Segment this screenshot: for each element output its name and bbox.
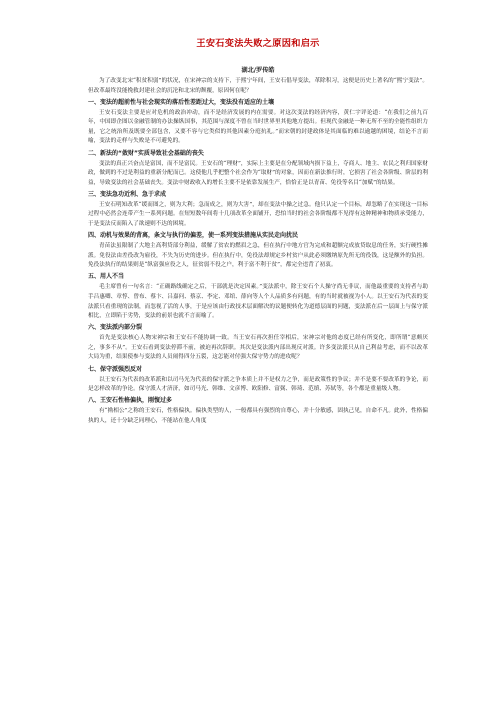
section-paragraph: 毛主席曾有一句名言：“正确路线确定之后，干部就是决定因素。”变法派中，除王安石个人操守尚无非议，而他最重要的支持者与助手吕惠卿、章惇、曾布、蔡卞、吕嘉问、蔡京、李定、邓绾、薛向等人个人品质多有问题，有的当时就被视为小人。以王安石为代表的变法派只看重现的法制，而忽视了活的人事，于是应该由行政技术层面解决的议题便转化为道德层面的问题，变法派在后一层面上与保守派相比，立即陷于劣势，变法的前景也就不言而喻了。 (88, 284, 428, 320)
section-4 (88, 231, 428, 271)
document-author: 湖北/罗传皓 (241, 67, 275, 74)
section-heading: 五、用人不当 (88, 273, 125, 281)
section-paragraph: 王安石明知改革“缓而图之，则为大利；急而成之，则为大害”，却在变法中操之过急。他只认定一个目标，却忽略了在实现这一目标过程中必然会连带产生一系列问题。在短短数年间将十几项改革全面铺开，恐怕当时的社会各阶级都不见得有这种精神和物质承受能力，于是变法反而陷入了欲速则不达的困境。 (88, 201, 428, 228)
section-7 (88, 365, 428, 395)
section-heading: 三、变法急功近利、急于求成 (88, 190, 167, 198)
section-paragraph: 有“拗相公”之称的王安石，性格偏执。偏执类型的人，一般都具有强烈的自尊心，并十分敏感，固执己见，自命不凡。此外，性格偏执的人，还十分缺乏同理心，不能站在他人角度 (88, 408, 428, 424)
section-heading: 六、变法派内部分裂 (88, 324, 143, 332)
section-paragraph: 青苗法虽限制了大地主高利贷部分利益，缓解了贫农的燃眉之急，但在执行中地方官为完成和超额完成放贷取息的任务，实行硬性摊派。免役法由差役改为雇役，不失为历史的进步。但在执行中，免役法却规定乡村贫户从此必须缴纳原先所无的役钱，这是额外的负担。免役法执行的结果则是“纵富强应役之人，征贫弱不役之户，利于富不利于贫”，都完全违背了初衷。 (88, 243, 428, 269)
section-heading: 四、动机与效果的背离，条文与执行的偏差，使一系列变法措施从实民走向扰民 (88, 232, 299, 240)
document-title: 王安石变法失败之原因和启示 (196, 38, 320, 49)
section-5 (88, 272, 428, 321)
section-heading: 七、保守派强烈反对 (88, 365, 143, 373)
section-1 (88, 98, 428, 147)
section-heading: 二、新法的“敛财”实质导致社会基础的丧失 (88, 149, 204, 157)
section-paragraph: 王安石变法主要是应对危机的政治冲动，而不是经济发展的内在需要。对这次变法的经济内容，黄仁宇评论道：“在我们之前九百年，中国即企图以金融管制的办法操纵国事，其范围与深度不曾在当时世界里其他地方提出。但现代金融是一种无所不至的全能性组织力量，它之统治所及既要全部包含，又要不容与它类似的其他因素分庭抗礼。”而宋朝的封建政体是其面临的难以逾越的困境，结论不言而喻，变法的走样与失败是不可避免的。 (88, 109, 428, 145)
section-3 (88, 190, 428, 230)
section-paragraph: 以王安石为代表的改革派和以司马光为代表的保守派之争本质上并不是权力之争，而是政策性的争议；并不是要不要改革的争论，而是怎样改革的争论。保守派人才济济，如司马光、韩维、文彦博、欧阳修、富弼、韩琦、范缜、苏轼等，各个都是重量级人物。 (88, 376, 428, 393)
section-paragraph: 变法的真正兴奋点是富国，而不是富民。王安石的“理财”，实际上主要是在分配领域内损下益上，夺商人、地主、农民之利归国家财政，做到的不过是利益的重新分配而已。这使他几乎把整个社会作为“取财”的对象，因而在新法推行时，它损害了社会各阶级、阶层的利益，导致变法的社会基础丧失。变法中财政收入的增长主要不是依靠发展生产，恰恰正是以青苗、免役等名目“加赋”的结果。 (88, 160, 428, 186)
section-2 (88, 149, 428, 189)
section-heading: 一、变法的超前性与社会现实的落后性差距过大，变法没有适应的土壤 (88, 98, 275, 106)
intro-section (88, 77, 428, 96)
section-8 (88, 396, 428, 426)
intro-paragraph: 为了改变北宋“积贫积弱”的状况，在宋神宗的支持下，于熙宁年间，王安石倡导变法，革除积习，这便是历史上著名的“熙宁变法”。但改革最终没能挽救封建社会的沉沦和北宋的颓覆，原因何在呢？ (88, 78, 428, 94)
section-heading: 八、王安石性格偏执，刚愎过多 (88, 397, 173, 405)
section-paragraph: 首先是变法核心人物宋神宗和王安石不能协调一致。当王安石再次担任宰相后，宋神宗对他的态度已经有所变化，即所谓“意颇厌之，事多不从”。王安石看到变法停滞不前，被迫再次辞职。其次是变法派内部出现反对派。许多变法派只从自己利益考虑，而不以改革大局为重，结果使参与变法的人员闹得四分五裂，这怎能对付强大保守势力的进攻呢？ (88, 335, 428, 361)
document-page (88, 38, 428, 426)
section-6 (88, 323, 428, 363)
